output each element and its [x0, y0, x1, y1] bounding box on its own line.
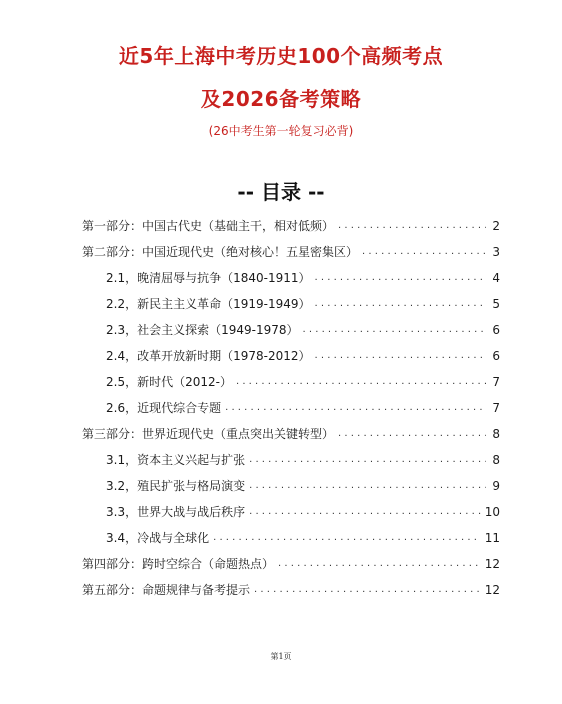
- toc-entry-label: 第三部分：世界近现代史（重点突出关键转型）: [82, 427, 335, 441]
- toc-heading: -- 目录 --: [237, 180, 325, 204]
- toc-entry-part-1[interactable]: [82, 213, 500, 239]
- toc-entry-label: 3.2，殖民扩张与格局演变: [106, 479, 246, 493]
- toc-entry-label: 3.1，资本主义兴起与扩张: [106, 453, 246, 467]
- toc-entry-label: 2.5，新时代（2012-）: [106, 375, 232, 389]
- toc-entry-label: 3.3，世界大战与战后秩序: [106, 505, 246, 519]
- toc-entry-3-3[interactable]: [82, 499, 500, 525]
- toc-entry-2-6[interactable]: [82, 395, 500, 421]
- document-title-line-2: 及2026备考策略: [200, 87, 362, 111]
- toc-entry-2-4[interactable]: [82, 343, 500, 369]
- table-of-contents: [82, 213, 500, 603]
- toc-entry-2-3[interactable]: [82, 317, 500, 343]
- toc-entry-2-2[interactable]: [82, 291, 500, 317]
- toc-entry-page: 3: [492, 245, 500, 259]
- toc-entry-page: 6: [492, 323, 500, 337]
- toc-entry-part-5[interactable]: [82, 577, 500, 603]
- dot-leader: [249, 473, 486, 499]
- dot-leader: [362, 239, 486, 265]
- dot-leader: [338, 213, 486, 239]
- dot-leader: [254, 577, 481, 603]
- toc-entry-label: 第四部分：跨时空综合（命题热点）: [82, 557, 275, 571]
- toc-entry-page: 6: [492, 349, 500, 363]
- toc-entry-3-2[interactable]: [82, 473, 500, 499]
- toc-entry-label: 2.3，社会主义探索（1949-1978）: [106, 323, 299, 337]
- toc-entry-part-4[interactable]: [82, 551, 500, 577]
- dot-leader: [249, 499, 481, 525]
- toc-entry-label: 2.1，晚清屈辱与抗争（1840-1911）: [106, 271, 311, 285]
- toc-entry-2-1[interactable]: [82, 265, 500, 291]
- dot-leader: [249, 447, 486, 473]
- toc-entry-label: 2.4，改革开放新时期（1978-2012）: [106, 349, 311, 363]
- toc-entry-page: 9: [492, 479, 500, 493]
- dot-leader: [338, 421, 486, 447]
- toc-entry-3-1[interactable]: [82, 447, 500, 473]
- toc-entry-label: 第五部分：命题规律与备考提示: [82, 583, 251, 597]
- document-subtitle: (26中考生第一轮复习必背): [208, 124, 354, 138]
- dot-leader: [236, 369, 486, 395]
- dot-leader: [315, 265, 487, 291]
- toc-entry-part-3[interactable]: [82, 421, 500, 447]
- toc-entry-page: 7: [492, 375, 500, 389]
- toc-entry-label: 2.2，新民主主义革命（1919-1949）: [106, 297, 311, 311]
- document-title-line-1: 近5年上海中考历史100个高频考点: [118, 44, 444, 68]
- toc-entry-label: 第一部分：中国古代史（基础主干，相对低频）: [82, 219, 335, 233]
- toc-entry-page: 2: [492, 219, 500, 233]
- dot-leader: [213, 525, 481, 551]
- dot-leader: [278, 551, 481, 577]
- toc-entry-page: 8: [492, 453, 500, 467]
- page-number: 第1页: [270, 652, 292, 661]
- toc-entry-page: 12: [484, 583, 500, 597]
- toc-entry-label: 2.6，近现代综合专题: [106, 401, 222, 415]
- dot-leader: [315, 343, 487, 369]
- toc-entry-part-2[interactable]: [82, 239, 500, 265]
- toc-entry-page: 4: [492, 271, 500, 285]
- toc-entry-3-4[interactable]: [82, 525, 500, 551]
- toc-entry-label: 3.4，冷战与全球化: [106, 531, 210, 545]
- toc-entry-page: 7: [492, 401, 500, 415]
- toc-entry-2-5[interactable]: [82, 369, 500, 395]
- toc-entry-page: 8: [492, 427, 500, 441]
- dot-leader: [225, 395, 486, 421]
- dot-leader: [315, 291, 487, 317]
- toc-entry-label: 第二部分：中国近现代史（绝对核心！五星密集区）: [82, 245, 359, 259]
- toc-entry-page: 12: [484, 557, 500, 571]
- toc-entry-page: 10: [484, 505, 500, 519]
- toc-entry-page: 11: [484, 531, 500, 545]
- dot-leader: [303, 317, 487, 343]
- toc-entry-page: 5: [492, 297, 500, 311]
